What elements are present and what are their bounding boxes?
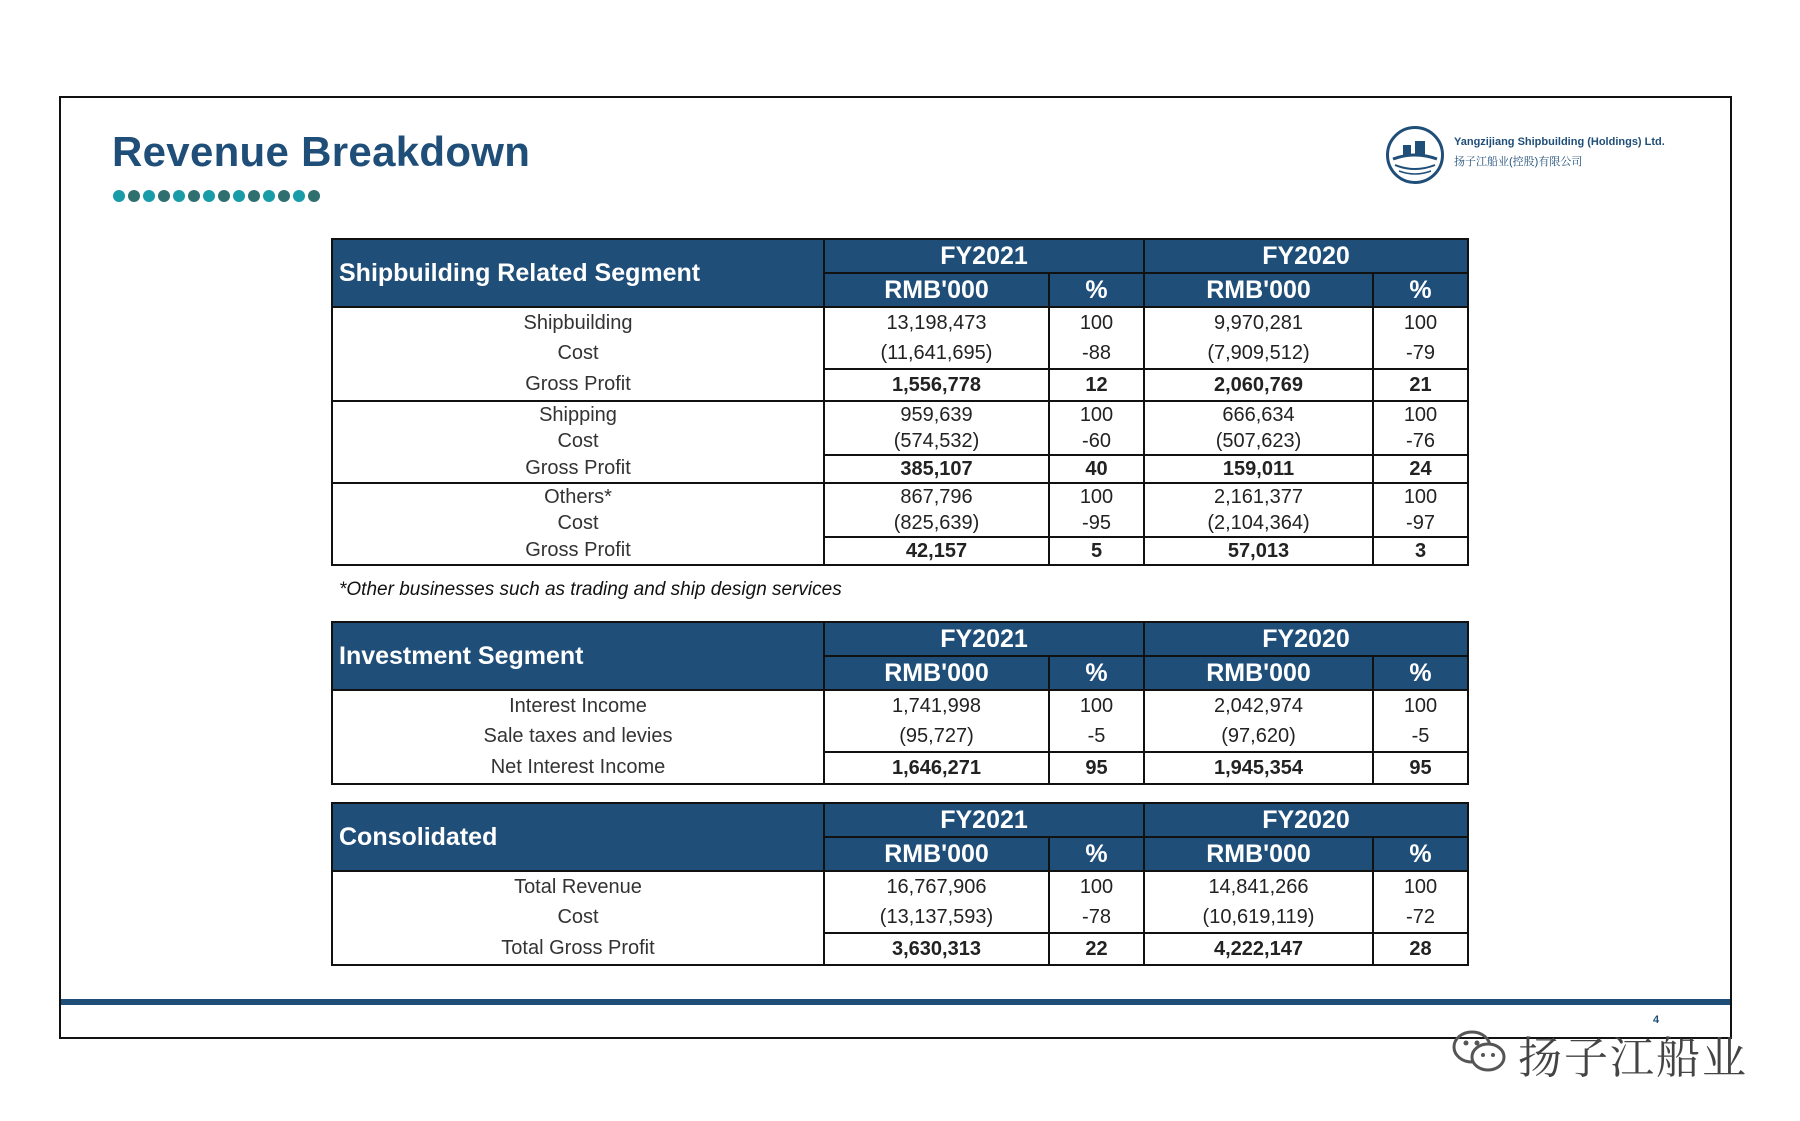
table-row xyxy=(332,721,1468,752)
logo-name-en: Yangzijiang Shipbuilding (Holdings) Ltd. xyxy=(1454,136,1665,148)
pct-header: % xyxy=(1049,837,1144,871)
company-logo xyxy=(1386,126,1716,188)
table-row xyxy=(332,401,1468,428)
table-row xyxy=(332,690,1468,721)
fy2021-value: 13,198,473 xyxy=(824,307,1049,338)
fy2021-value: 385,107 xyxy=(824,455,1049,483)
row-label: Cost xyxy=(332,902,824,933)
fy2020-value: (7,909,512) xyxy=(1144,338,1373,369)
fy2021-pct: 100 xyxy=(1049,690,1144,721)
row-label: Total Gross Profit xyxy=(332,933,824,965)
fy2020-header: FY2020 xyxy=(1144,622,1468,656)
row-label: Shipping xyxy=(332,401,824,428)
fy2021-pct: -95 xyxy=(1049,510,1144,537)
fy2021-value: 1,741,998 xyxy=(824,690,1049,721)
fy2021-pct: -88 xyxy=(1049,338,1144,369)
row-label: Gross Profit xyxy=(332,369,824,401)
fy2020-pct: 100 xyxy=(1373,307,1468,338)
fy2020-pct: 28 xyxy=(1373,933,1468,965)
table-row xyxy=(332,537,1468,565)
title-dot xyxy=(188,190,200,202)
fy2020-pct: 21 xyxy=(1373,369,1468,401)
row-label: Cost xyxy=(332,428,824,455)
fy2020-pct: 95 xyxy=(1373,752,1468,784)
watermark-text: 扬子江船业 xyxy=(1518,1033,1748,1084)
rmb-header: RMB'000 xyxy=(1144,837,1373,871)
rmb-header: RMB'000 xyxy=(1144,656,1373,690)
title-dot xyxy=(128,190,140,202)
fy2020-pct: -79 xyxy=(1373,338,1468,369)
pct-header: % xyxy=(1373,656,1468,690)
footer-bar xyxy=(61,999,1730,1005)
slide xyxy=(59,96,1732,1039)
fy2021-pct: -5 xyxy=(1049,721,1144,752)
rmb-header: RMB'000 xyxy=(824,656,1049,690)
segment-heading: Investment Segment xyxy=(332,622,824,690)
table-row xyxy=(332,428,1468,455)
fy2021-pct: -78 xyxy=(1049,902,1144,933)
fy2020-value: 4,222,147 xyxy=(1144,933,1373,965)
fy2020-value: (10,619,119) xyxy=(1144,902,1373,933)
fy2020-value: 2,042,974 xyxy=(1144,690,1373,721)
title-dot xyxy=(248,190,260,202)
fy2020-value: 666,634 xyxy=(1144,401,1373,428)
title-dot xyxy=(143,190,155,202)
fy2020-pct: -72 xyxy=(1373,902,1468,933)
fy2021-pct: -60 xyxy=(1049,428,1144,455)
table-row xyxy=(332,510,1468,537)
fy2020-value: 2,060,769 xyxy=(1144,369,1373,401)
fy2021-pct: 100 xyxy=(1049,307,1144,338)
row-label: Shipbuilding xyxy=(332,307,824,338)
page-number: 4 xyxy=(1653,1014,1660,1026)
segment-heading: Shipbuilding Related Segment xyxy=(332,239,824,307)
fy2020-value: 14,841,266 xyxy=(1144,871,1373,902)
fy2021-header: FY2021 xyxy=(824,239,1144,273)
fy2020-header: FY2020 xyxy=(1144,803,1468,837)
pct-header: % xyxy=(1049,273,1144,307)
title-dot xyxy=(308,190,320,202)
fy2020-value: (97,620) xyxy=(1144,721,1373,752)
fy2020-pct: 100 xyxy=(1373,871,1468,902)
table-row xyxy=(332,338,1468,369)
row-label: Gross Profit xyxy=(332,537,824,565)
fy2021-value: (11,641,695) xyxy=(824,338,1049,369)
title-dot xyxy=(293,190,305,202)
fy2021-value: 1,646,271 xyxy=(824,752,1049,784)
rmb-header: RMB'000 xyxy=(824,837,1049,871)
shipbuilding-segment-table xyxy=(331,238,1469,566)
table-row xyxy=(332,483,1468,510)
fy2021-pct: 12 xyxy=(1049,369,1144,401)
fy2021-pct: 100 xyxy=(1049,401,1144,428)
fy2021-pct: 100 xyxy=(1049,871,1144,902)
pct-header: % xyxy=(1373,837,1468,871)
fy2021-pct: 100 xyxy=(1049,483,1144,510)
investment-segment-table xyxy=(331,621,1469,785)
fy2021-pct: 40 xyxy=(1049,455,1144,483)
row-label: Gross Profit xyxy=(332,455,824,483)
wechat-icon xyxy=(1452,1029,1508,1080)
watermark xyxy=(1452,1022,1748,1086)
table-row xyxy=(332,902,1468,933)
fy2020-value: 2,161,377 xyxy=(1144,483,1373,510)
fy2021-pct: 5 xyxy=(1049,537,1144,565)
logo-name-cn: 扬子江船业(控股)有限公司 xyxy=(1454,156,1583,168)
fy2020-value: 159,011 xyxy=(1144,455,1373,483)
title-dot xyxy=(278,190,290,202)
row-label: Interest Income xyxy=(332,690,824,721)
title-dots xyxy=(113,190,320,202)
table-row xyxy=(332,455,1468,483)
fy2021-value: 3,630,313 xyxy=(824,933,1049,965)
consolidated-table xyxy=(331,802,1469,966)
row-label: Others* xyxy=(332,483,824,510)
row-label: Total Revenue xyxy=(332,871,824,902)
fy2020-pct: -76 xyxy=(1373,428,1468,455)
table-row xyxy=(332,752,1468,784)
fy2021-value: 867,796 xyxy=(824,483,1049,510)
fy2021-value: (825,639) xyxy=(824,510,1049,537)
ship-emblem-icon xyxy=(1386,126,1444,184)
title-dot xyxy=(113,190,125,202)
fy2020-pct: 3 xyxy=(1373,537,1468,565)
fy2021-value: 1,556,778 xyxy=(824,369,1049,401)
rmb-header: RMB'000 xyxy=(824,273,1049,307)
title-dot xyxy=(203,190,215,202)
fy2020-pct: -5 xyxy=(1373,721,1468,752)
fy2020-value: 1,945,354 xyxy=(1144,752,1373,784)
fy2021-value: (574,532) xyxy=(824,428,1049,455)
fy2021-value: 42,157 xyxy=(824,537,1049,565)
fy2020-pct: 24 xyxy=(1373,455,1468,483)
rmb-header: RMB'000 xyxy=(1144,273,1373,307)
table-row xyxy=(332,871,1468,902)
fy2021-value: (95,727) xyxy=(824,721,1049,752)
row-label: Net Interest Income xyxy=(332,752,824,784)
row-label: Sale taxes and levies xyxy=(332,721,824,752)
segment-heading: Consolidated xyxy=(332,803,824,871)
fy2020-pct: 100 xyxy=(1373,401,1468,428)
page-title: Revenue Breakdown xyxy=(112,128,531,175)
table-row xyxy=(332,933,1468,965)
fy2021-value: 959,639 xyxy=(824,401,1049,428)
row-label: Cost xyxy=(332,510,824,537)
fy2020-header: FY2020 xyxy=(1144,239,1468,273)
fy2021-value: (13,137,593) xyxy=(824,902,1049,933)
fy2020-value: 9,970,281 xyxy=(1144,307,1373,338)
fy2021-value: 16,767,906 xyxy=(824,871,1049,902)
fy2020-pct: 100 xyxy=(1373,690,1468,721)
fy2020-pct: 100 xyxy=(1373,483,1468,510)
pct-header: % xyxy=(1049,656,1144,690)
pct-header: % xyxy=(1373,273,1468,307)
fy2020-value: (2,104,364) xyxy=(1144,510,1373,537)
title-dot xyxy=(218,190,230,202)
table-row xyxy=(332,369,1468,401)
fy2021-header: FY2021 xyxy=(824,803,1144,837)
fy2020-value: (507,623) xyxy=(1144,428,1373,455)
footnote: *Other businesses such as trading and ship design services xyxy=(339,579,842,600)
title-dot xyxy=(233,190,245,202)
table-row xyxy=(332,307,1468,338)
title-dot xyxy=(158,190,170,202)
fy2021-header: FY2021 xyxy=(824,622,1144,656)
title-dot xyxy=(263,190,275,202)
fy2021-pct: 22 xyxy=(1049,933,1144,965)
row-label: Cost xyxy=(332,338,824,369)
title-dot xyxy=(173,190,185,202)
fy2020-pct: -97 xyxy=(1373,510,1468,537)
fy2020-value: 57,013 xyxy=(1144,537,1373,565)
fy2021-pct: 95 xyxy=(1049,752,1144,784)
